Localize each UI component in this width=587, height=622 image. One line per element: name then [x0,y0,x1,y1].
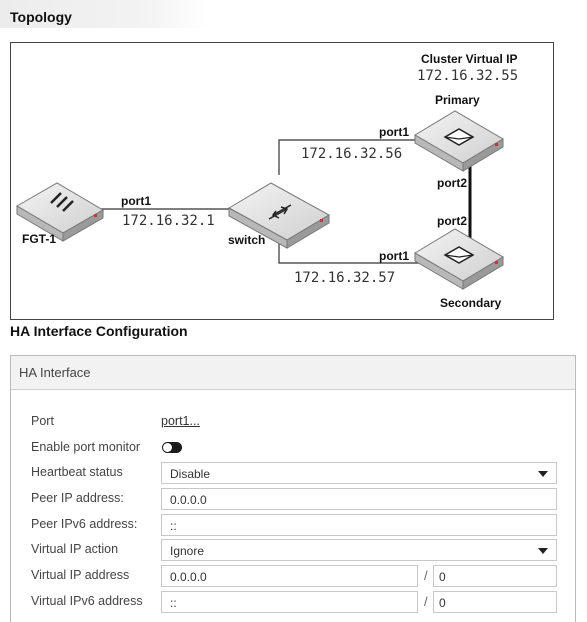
vip-action-label: Virtual IP action [31,542,119,556]
secondary-device-icon [415,229,503,289]
peer-ip-input[interactable]: 0.0.0.0 [161,488,557,510]
ha-config-heading: HA Interface Configuration [10,323,188,339]
fgt1-ip: 172.16.32.1 [122,213,215,229]
cluster-vip-ip: 172.16.32.55 [417,68,519,84]
heartbeat-select[interactable] [161,462,557,484]
primary-port2-label: port2 [437,176,467,190]
netmask-separator: / [424,594,428,609]
toggle-knob [163,443,172,452]
vip-address-row [11,565,575,587]
secondary-port2-label: port2 [437,214,467,228]
ha-interface-panel [10,355,576,622]
port-monitor-toggle[interactable] [162,442,182,453]
chevron-down-icon [538,548,548,554]
vip-action-select[interactable] [161,539,557,561]
vip-mask-input[interactable]: 0 [433,565,557,587]
port-monitor-label: Enable port monitor [31,440,141,454]
fgt1-port1-label: port1 [121,194,151,208]
switch-label: switch [228,233,266,247]
peer-ip-row [11,488,575,510]
primary-port1-label: port1 [379,125,409,139]
port-monitor-row [11,437,575,459]
topology-diagram [10,42,554,320]
vipv6-address-input[interactable]: :: [161,591,418,613]
port-row [11,411,575,433]
vip-address-label: Virtual IP address [31,568,130,582]
secondary-port1-label: port1 [379,249,409,263]
peer-ipv6-row [11,514,575,536]
chevron-down-icon [538,471,548,477]
vipv6-mask-input[interactable]: 0 [433,591,557,613]
peer-ipv6-input[interactable]: :: [161,514,557,536]
topology-diagram-canvas [11,43,555,321]
secondary-ip: 172.16.32.57 [294,270,396,286]
primary-label: Primary [435,93,480,107]
vip-action-row [11,539,575,561]
vip-action-value: Ignore [170,544,205,558]
peer-ip-label: Peer IP address: [31,491,124,505]
port-label: Port [31,414,54,428]
topology-heading: Topology [10,9,72,25]
heartbeat-label: Heartbeat status [31,465,123,479]
heartbeat-value: Disable [170,467,211,481]
ha-interface-panel-title: HA Interface [11,356,575,390]
vipv6-address-row [11,591,575,613]
port-link[interactable]: port1... [161,414,200,428]
heartbeat-row [11,462,575,484]
cluster-vip-label: Cluster Virtual IP [421,52,518,66]
fgt1-label: FGT-1 [22,232,57,246]
primary-ip: 172.16.32.56 [301,146,403,162]
netmask-separator: / [424,568,428,583]
primary-device-icon [415,111,503,171]
vip-address-input[interactable]: 0.0.0.0 [161,565,418,587]
peer-ipv6-label: Peer IPv6 address: [31,517,138,531]
vipv6-address-label: Virtual IPv6 address [31,594,143,608]
secondary-label: Secondary [440,296,502,310]
